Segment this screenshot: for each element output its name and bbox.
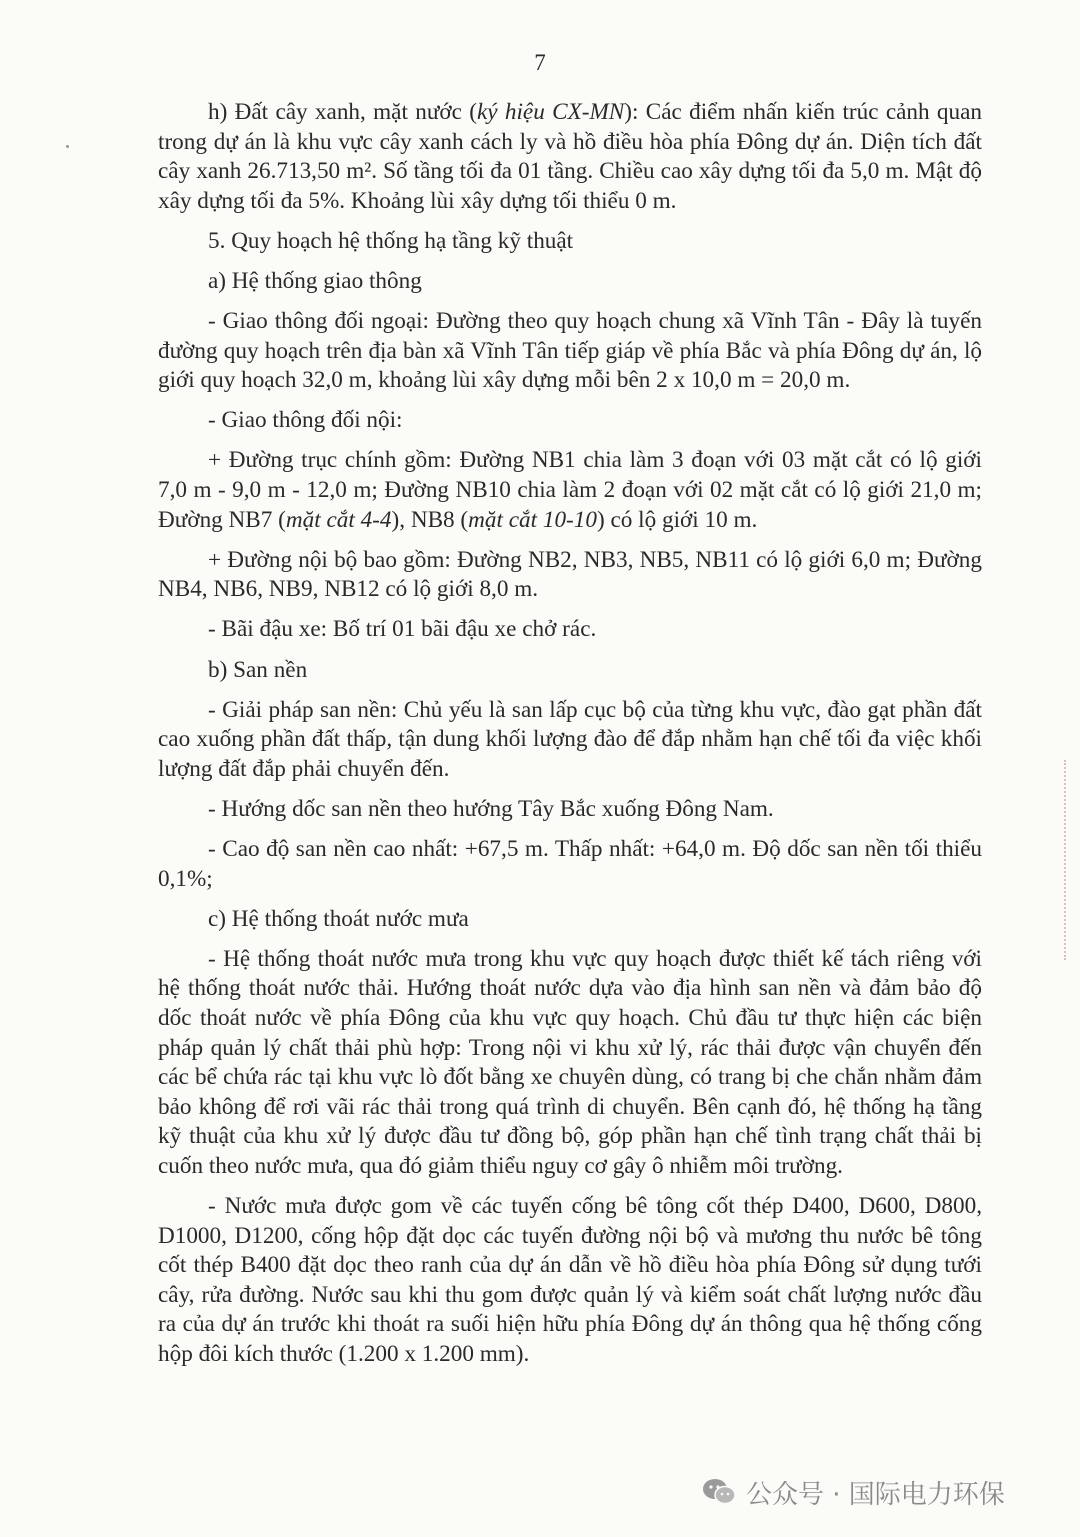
section-cut-4-4: mặt cắt 4-4 (285, 506, 392, 533)
watermark-text: 公众号 · 国际电力环保 (746, 1479, 1005, 1510)
paragraph-stormwater-collection: - Nước mưa được gom về các tuyến cống bê tông cốt thép D400, D600, D800, D1000, D1200, cống hộp đặt dọc các tuyến đường nội bộ và mương thu nước bê tông cốt thép B400 đặt dọc theo ranh của dự án dẫn về hồ điều hòa phía Đông sử dụng tưới cây, rửa đường. Nước sau khi thu gom được quản lý và kiểm soát chất lượng nước đầu ra của dự án trước khi thoát ra suối hiện hữu phía Đông dự án thông qua hệ thống cống hộp đôi kích thước (1.200 x 1.200 mm). (158, 1193, 982, 1367)
wechat-icon (702, 1477, 736, 1507)
paragraph-green-space: h) Đất cây xanh, mặt nước (ký hiệu CX-MN): Các điểm nhấn kiến trúc cảnh quan trong dự án là khu vực cây xanh cách ly và hồ điều hòa phía Đông dự án. Diện tích đất cây xanh 26.713,50 m². Số tầng tối đa 01 tầng. Chiều cao xây dựng tối đa 5,0 m. Mật độ xây dựng tối đa 5%. Khoảng lùi xây dựng tối thiểu 0 m. (158, 99, 982, 214)
paragraph-parking: - Bãi đậu xe: Bố trí 01 bãi đậu xe chở rác. (208, 616, 597, 643)
paragraph-internal-traffic: - Giao thông đối nội: (208, 407, 403, 434)
paragraph-slope-direction: - Hướng dốc san nền theo hướng Tây Bắc xuống Đông Nam. (208, 795, 774, 822)
document-body (158, 98, 982, 1370)
paragraph-grading-solution: - Giải pháp san nền: Chủ yếu là san lấp cục bộ của từng khu vực, đào gạt phần đất cao xuống phần đất thấp, tận dung khối lượng đào để đắp nhằm hạn chế tối đa việc khối lượng đất đắp phải chuyển đến. (158, 696, 982, 782)
paragraph-grading-elevation: - Cao độ san nền cao nhất: +67,5 m. Thấp nhất: +64,0 m. Độ dốc san nền tối thiểu 0,1%; (158, 835, 982, 892)
scan-speck (66, 145, 69, 148)
paragraph-internal-roads: + Đường nội bộ bao gồm: Đường NB2, NB3, NB5, NB11 có lộ giới 6,0 m; Đường NB4, NB6, NB9, NB12 có lộ giới 8,0 m. (158, 546, 982, 603)
subheading-stormwater: c) Hệ thống thoát nước mưa (208, 905, 469, 932)
paragraph-main-roads: + Đường trục chính gồm: Đường NB1 chia làm 3 đoạn với 03 mặt cắt có lộ giới 7,0 m - 9,0 m - 12,0 m; Đường NB10 chia làm 2 đoạn với 02 mặt cắt có lộ giới 21,0 m; Đường NB7 (mặt cắt 4-4), NB8 (mặt cắt 10-10) có lộ giới 10 m. (158, 447, 982, 533)
watermark (702, 1474, 1005, 1510)
symbol-code: ký hiệu CX-MN (476, 99, 625, 125)
subheading-grading: b) San nền (208, 656, 308, 683)
paragraph-stormwater-system: - Hệ thống thoát nước mưa trong khu vực quy hoạch được thiết kế tách riêng với hệ thống thoát nước thải. Hướng thoát nước dựa vào địa hình san nền và đảm bảo độ dốc thoát nước về phía Đông của khu vực quy hoạch. Chủ đầu tư thực hiện các biện pháp quản lý chất thải phù hợp: Trong nội vi khu xử lý, rác thải được vận chuyển đến các bể chứa rác tại khu vực lò đốt bằng xe chuyên dùng, có trang bị che chắn nhằm đảm bảo không để rơi vãi rác thải trong quá trình di chuyển. Bên cạnh đó, hệ thống hạ tầng kỹ thuật của khu xử lý được đầu tư đồng bộ, góp phần hạn chế tình trạng chất thải bị cuốn theo nước mưa, qua đó giảm thiểu nguy cơ gây ô nhiễm môi trường. (158, 945, 982, 1179)
subheading-traffic: a) Hệ thống giao thông (208, 267, 422, 294)
page-number: 7 (534, 50, 546, 75)
section-cut-10-10: mặt cắt 10-10 (468, 506, 597, 533)
seal-edge-mark (1042, 760, 1066, 960)
section-heading-infrastructure: 5. Quy hoạch hệ thống hạ tầng kỹ thuật (208, 227, 574, 254)
paragraph-external-traffic: - Giao thông đối ngoại: Đường theo quy hoạch chung xã Vĩnh Tân - Đây là tuyến đường quy hoạch trên địa bàn xã Vĩnh Tân tiếp giáp về phía Bắc và phía Đông dự án, lộ giới quy hoạch 32,0 m, khoảng lùi xây dựng mỗi bên 2 x 10,0 m = 20,0 m. (158, 308, 982, 394)
